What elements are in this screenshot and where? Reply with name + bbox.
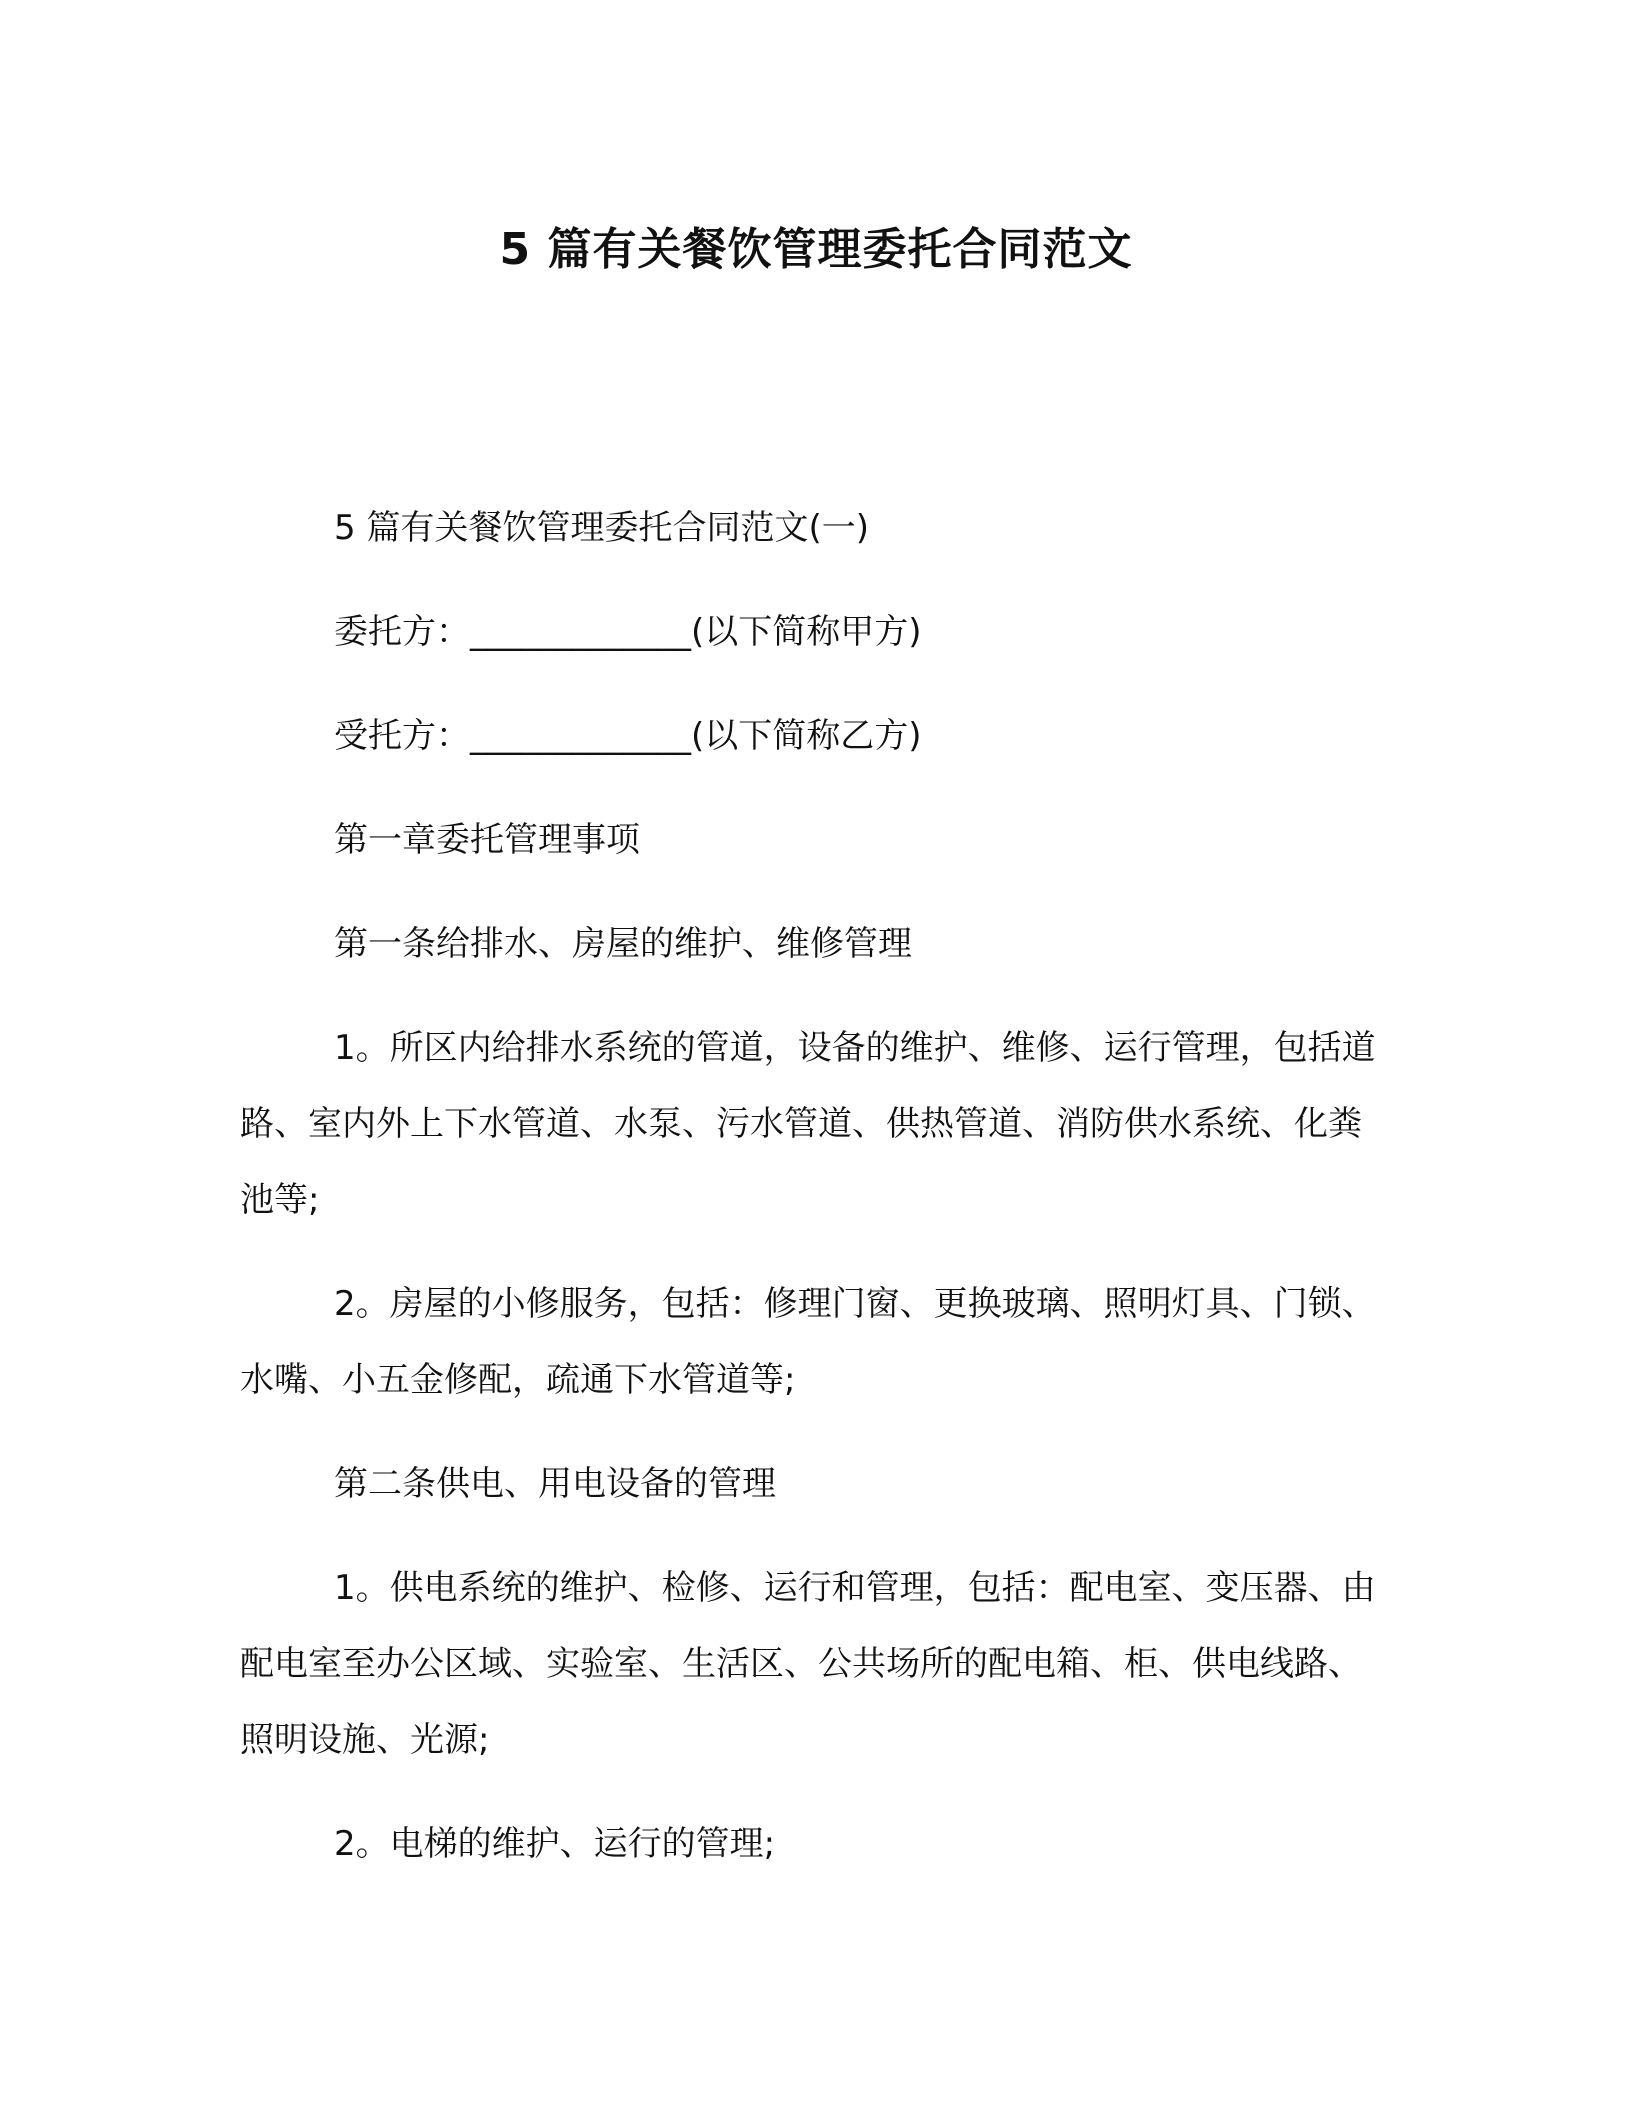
section-heading: 5 篇有关餐饮管理委托合同范文(一) xyxy=(334,508,869,548)
paragraph: 2。电梯的维护、运行的管理; xyxy=(334,1824,776,1864)
article-heading: 第二条供电、用电设备的管理 xyxy=(334,1464,776,1504)
contractor-party-line: 受托方：_____________(以下简称乙方) xyxy=(334,716,922,756)
article-heading: 第一条给排水、房屋的维护、维修管理 xyxy=(334,924,912,964)
paragraph: 2。房屋的小修服务，包括：修理门窗、更换玻璃、照明灯具、门锁、水嘴、小五金修配，疏通下水管道等; xyxy=(240,1284,1376,1400)
client-party-line: 委托方：_____________(以下简称甲方) xyxy=(334,612,922,652)
document-body xyxy=(240,490,1392,1910)
document-title: 5 篇有关餐饮管理委托合同范文 xyxy=(499,224,1133,275)
paragraph: 1。供电系统的维护、检修、运行和管理，包括：配电室、变压器、由配电室至办公区域、实验室、生活区、公共场所的配电箱、柜、供电线路、照明设施、光源; xyxy=(240,1568,1376,1760)
chapter-heading: 第一章委托管理事项 xyxy=(334,820,640,860)
paragraph: 1。所区内给排水系统的管道，设备的维护、维修、运行管理，包括道路、室内外上下水管道、水泵、污水管道、供热管道、消防供水系统、化粪池等; xyxy=(240,1028,1376,1220)
